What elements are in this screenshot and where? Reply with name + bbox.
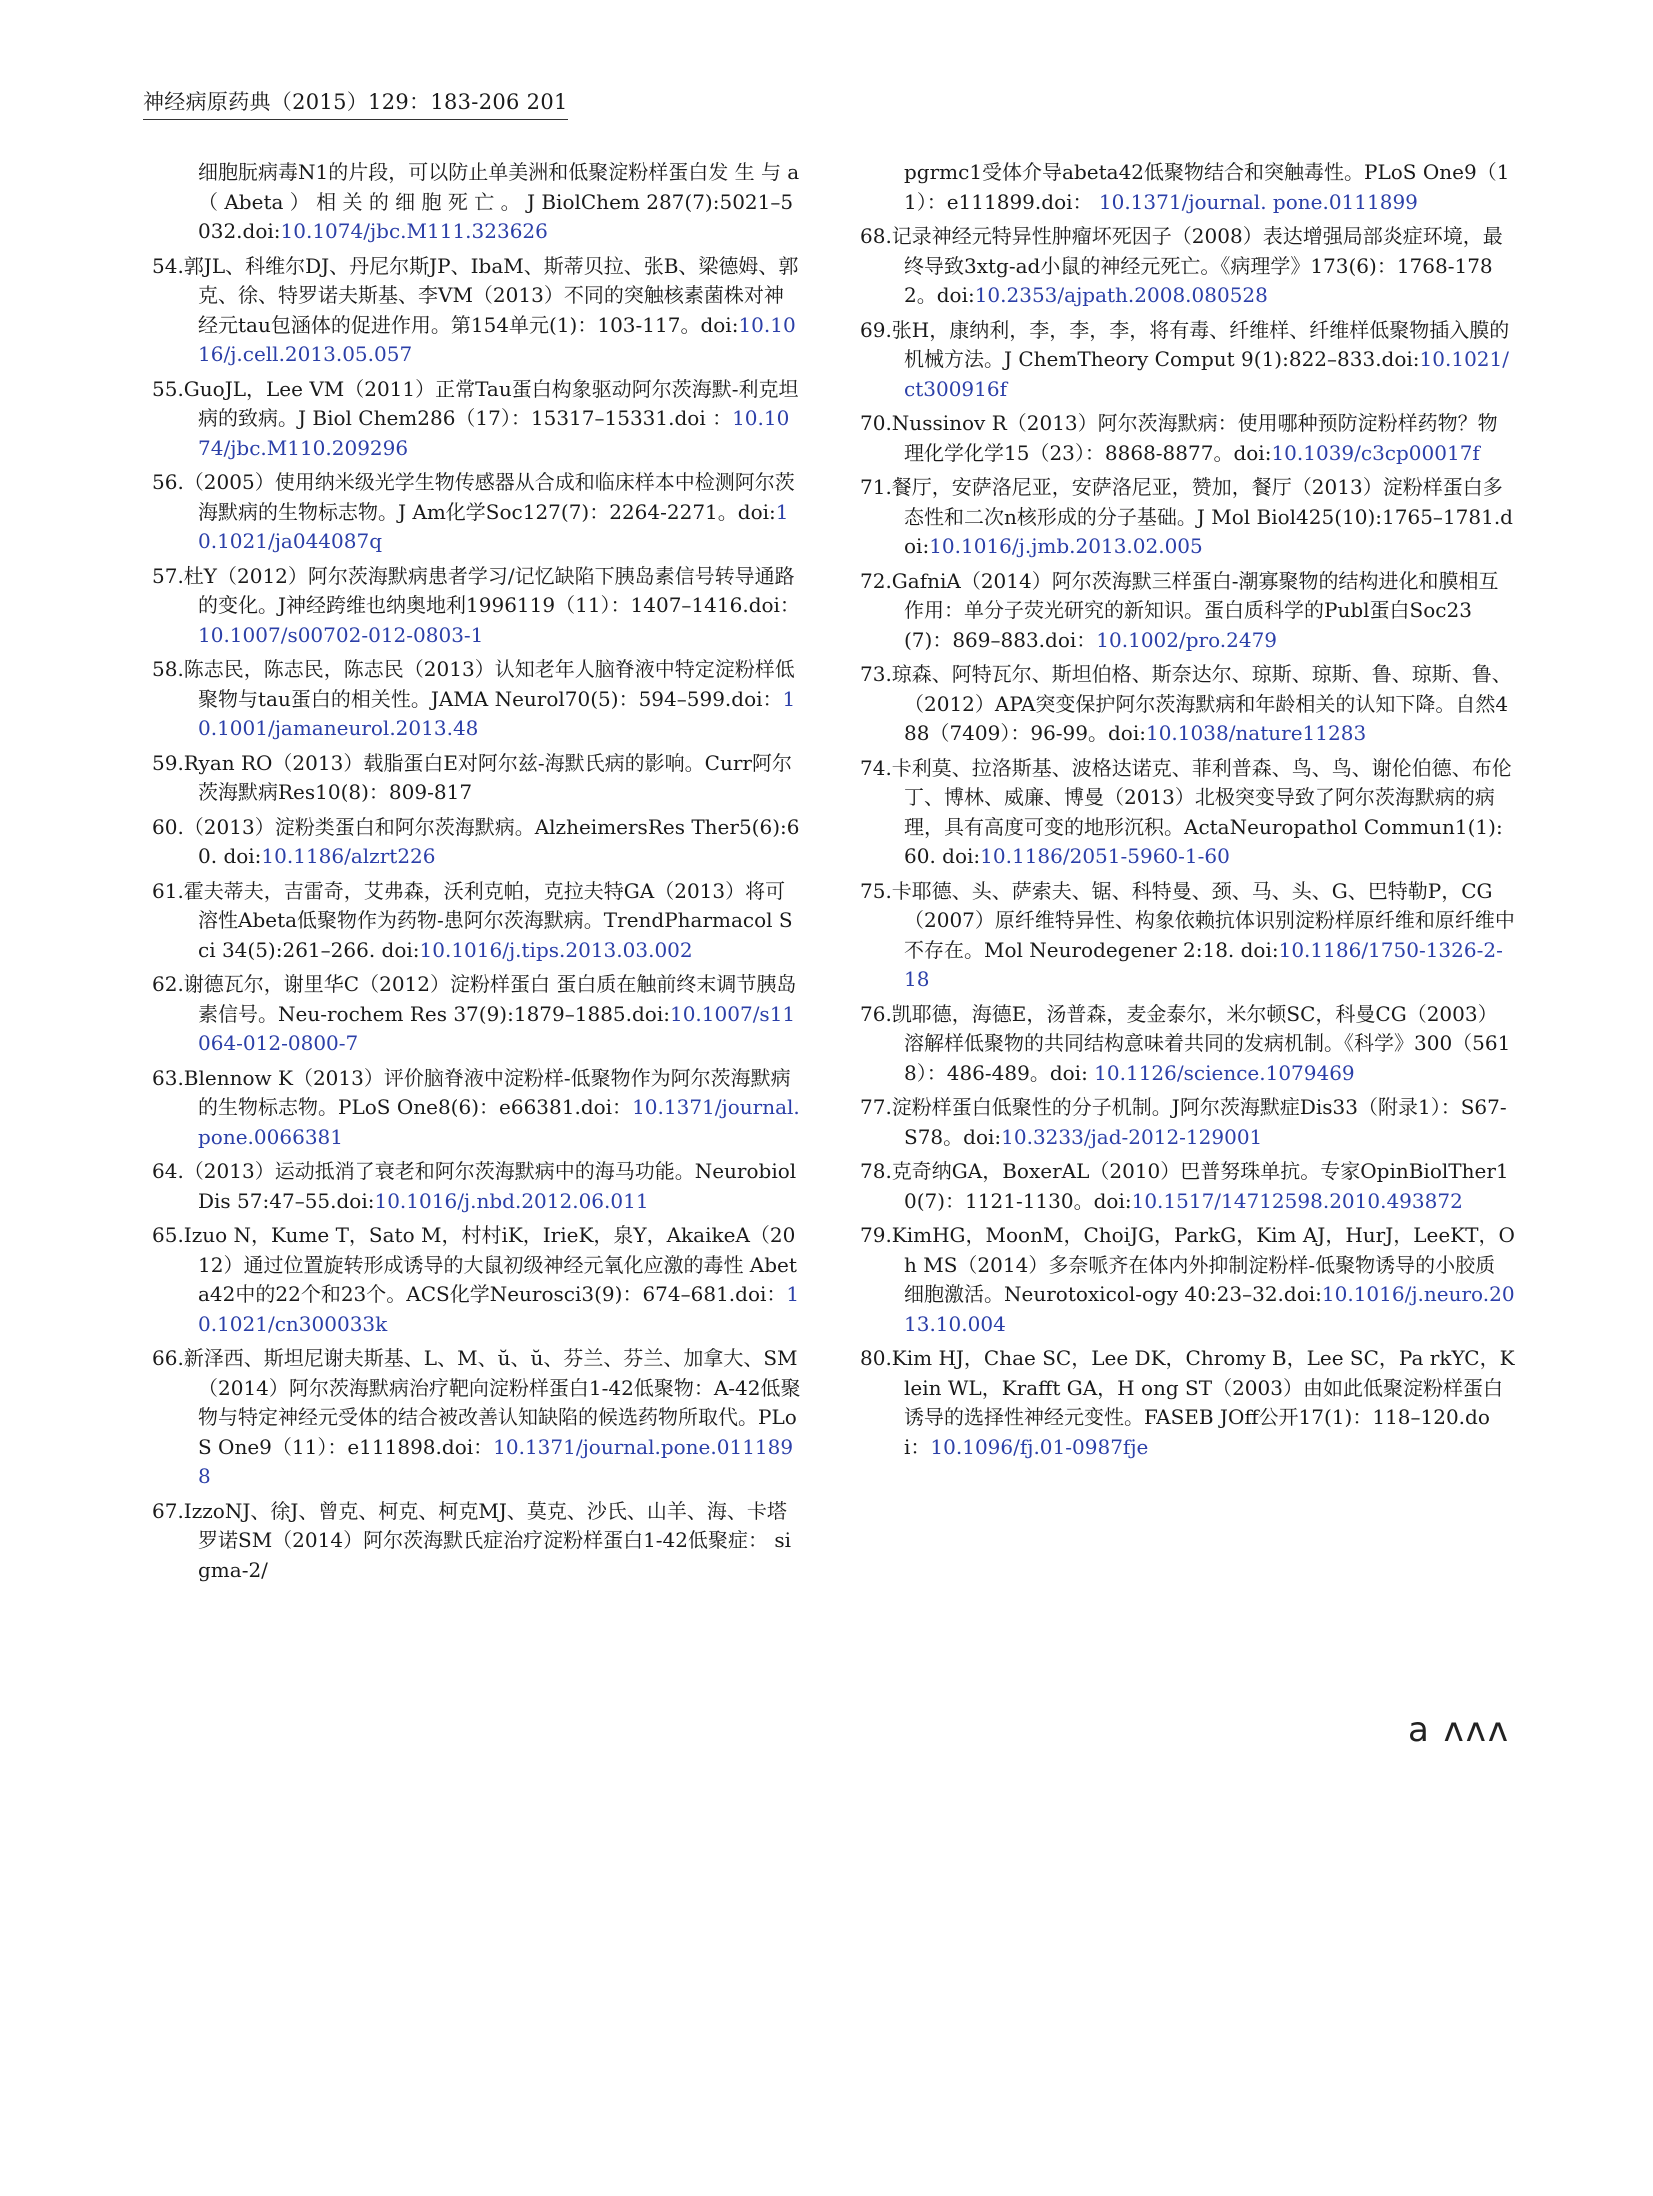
doi-link[interactable]: 10.1016/j.nbd.2012.06.011 — [374, 1188, 649, 1213]
reference-item: 69.张H，康纳利，李，李，李，将有毒、纤维样、纤维样低聚物插入膜的机械方法。J ChemTheory Comput 9(1):822–833.doi:10.1021/ct300916f — [860, 317, 1510, 401]
reference-item: 72.GafniA（2014）阿尔茨海默三样蛋白-潮寡聚物的结构进化和膜相互作用：单分子荧光研究的新知识。蛋白质科学的Publ蛋白Soc23(7)：869–883.doi：10.1002/pro.2479 — [860, 568, 1499, 652]
doi-link[interactable]: 10.1096/fj.01-0987fje — [930, 1434, 1149, 1459]
reference-item: 63.Blennow K（2013）评价脑脊液中淀粉样-低聚物作为阿尔茨海默病的生物标志物。PLoS One8(6)：e66381.doi：10.1371/journal.pone.0066381 — [152, 1065, 800, 1149]
doi-link[interactable]: 10.1186/1750-1326-2-18 — [904, 937, 1503, 991]
doi-link[interactable]: 10.1007/s00702-012-0803-1 — [198, 622, 484, 647]
reference-item: 65.Izuo N，Kume T，Sato M，村村iK，IrieK，泉Y，AkaikeA（2012）通过位置旋转形成诱导的大鼠初级神经元氧化应激的毒性 Abeta42中的22个和23个。ACS化学Neurosci3(9)：674–681.doi：10.1021/cn300033k — [152, 1223, 800, 1336]
reference-item: 59.Ryan RO（2013）载脂蛋白E对阿尔兹-海默氏病的影响。Curr阿尔茨海默病Res10(8)：809-817 — [152, 750, 792, 804]
doi-link[interactable]: 10.1186/2051-5960-1-60 — [980, 844, 1230, 868]
doi-link[interactable]: 10.1371/journal. pone.0111899 — [1098, 189, 1418, 214]
reference-column-left — [152, 158, 802, 1590]
doi-link[interactable]: 10.1371/journal.pone.0066381 — [198, 1095, 800, 1149]
doi-link[interactable]: 10.1016/j.cell.2013.05.057 — [198, 312, 796, 366]
running-header: 神经病原药典（2015）129：183-206 201 — [143, 86, 568, 120]
reference-item: 55.GuoJL，Lee VM（2011）正常Tau蛋白构象驱动阿尔茨海默-利克坦病的致病。J Biol Chem286（17）：15317–15331.doi ：10.1074/jbc.M110.209296 — [152, 376, 799, 460]
reference-item: 76.凯耶德，海德E，汤普森，麦金泰尔，米尔顿SC，科曼CG（2003）溶解样低聚物的共同结构意味着共同的发病机制。《科学》300（5618）：486-489。doi: 10.1126/science.1079469 — [860, 1001, 1511, 1085]
reference-item: 78.克奇纳GA，BoxerAL（2010）巴普努珠单抗。专家OpinBiolTher10(7)：1121-1130。doi:10.1517/14712598.2010.493872 — [860, 1159, 1509, 1213]
reference-item: 67.IzzoNJ、徐J、曾克、柯克、柯克MJ、莫克、沙氏、山羊、海、卡塔罗诺SM（2014）阿尔茨海默氏症治疗淀粉样蛋白1-42低聚症： sigma-2/ — [152, 1498, 792, 1582]
doi-link[interactable]: 10.1016/j.neuro.2013.10.004 — [904, 1282, 1515, 1336]
doi-link[interactable]: 10.1016/j.tips.2013.03.002 — [419, 937, 693, 962]
reference-item: 79.KimHG，MoonM，ChoiJG，ParkG，Kim AJ，HurJ，LeeKT，Oh MS（2014）多奈哌齐在体内外抑制淀粉样-低聚物诱导的小胶质细胞激活。Neurotoxicol-ogy 40:23–32.doi:10.1016/j.neuro.2013.10.004 — [860, 1223, 1515, 1336]
doi-link[interactable]: 10.1186/alzrt226 — [261, 844, 436, 868]
doi-link[interactable]: 10.1021/cn300033k — [198, 1282, 800, 1336]
reference-item: 68.记录神经元特异性肿瘤坏死因子（2008）表达增强局部炎症环境，最终导致3xtg-ad小鼠的神经元死亡。《病理学》173(6)：1768-1782。doi:10.2353/ajpath.2008.080528 — [860, 224, 1503, 307]
doi-link[interactable]: 10.1039/c3cp00017f — [1271, 440, 1480, 465]
doi-link[interactable]: 10.1371/journal.pone.0111898 — [198, 1434, 794, 1488]
reference-item: 71.餐厅，安萨洛尼亚，安萨洛尼亚，赞加，餐厅（2013）淀粉样蛋白多态性和二次n核形成的分子基础。J Mol Biol425(10):1765–1781.doi:10.1016/j.jmb.2013.02.005 — [860, 475, 1513, 558]
reference-item: 73.琼森、阿特瓦尔、斯坦伯格、斯奈达尔、琼斯、琼斯、鲁、琼斯、鲁、（2012）APA突变保护阿尔茨海默病和年龄相关的认知下降。自然488（7409）：96-99。doi:10.1038/nature11283 — [860, 662, 1512, 745]
reference-item: 75.卡耶德、头、萨索夫、锯、科特曼、颈、马、头、G、巴特勒P，CG（2007）原纤维特异性、构象依赖抗体识别淀粉样原纤维和原纤维中不存在。Mol Neurodegener 2:18. doi:10.1186/1750-1326-2-18 — [860, 878, 1515, 991]
reference-item: 57.杜Y（2012）阿尔茨海默病患者学习/记忆缺陷下胰岛素信号转导通路的变化。J神经跨维也纳奥地利1996119（11）：1407–1416.doi： 10.1007/s00702-012-0803-1 — [152, 563, 800, 647]
reference-item: 细胞朊病毒N1的片段，可以防止单美洲和低聚淀粉样蛋白发 生 与 a （ Abeta ） 相 关 的 细 胞 死 亡 。 J BiolChem 287(7):5021–5032.doi:10.1074/jbc.M111.323626 — [198, 160, 800, 243]
doi-link[interactable]: 10.1007/s11064-012-0800-7 — [198, 1001, 796, 1055]
doi-link[interactable]: 10.1038/nature11283 — [1145, 721, 1367, 745]
reference-column-right — [860, 158, 1515, 1467]
doi-link[interactable]: 10.1001/jamaneurol.2013.48 — [198, 686, 796, 740]
doi-link[interactable]: 10.1517/14712598.2010.493872 — [1131, 1188, 1463, 1213]
doi-link[interactable]: 10.1126/science.1079469 — [1094, 1060, 1355, 1085]
reference-item: 54.郭JL、科维尔DJ、丹尼尔斯JP、IbaM、斯蒂贝拉、张B、梁德姆、郭克、徐、特罗诺夫斯基、李VM（2013）不同的突触核素菌株对神经元tau包涵体的促进作用。第154单元(1)：103-117。doi:10.1016/j.cell.2013.05.057 — [152, 253, 799, 366]
reference-item: 74.卡利莫、拉洛斯基、波格达诺克、菲利普森、鸟、鸟、谢伦伯德、布伦丁、博林、威廉、博曼（2013）北极突变导致了阿尔茨海默病的病理，具有高度可变的地形沉积。ActaNeuropathol Commun1(1):60. doi:10.1186/2051-5960-1-60 — [860, 755, 1512, 868]
doi-link[interactable]: 10.2353/ajpath.2008.080528 — [974, 283, 1268, 307]
reference-item: pgrmc1受体介导abeta42低聚物结合和突触毒性。PLoS One9（11）：e111899.doi： 10.1371/journal. pone.0111899 — [904, 160, 1510, 214]
reference-item: 58.陈志民，陈志民，陈志民（2013）认知老年人脑脊液中特定淀粉样低聚物与tau蛋白的相关性。JAMA Neurol70(5)：594–599.doi：10.1001/jamaneurol.2013.48 — [152, 657, 796, 740]
reference-item: 77.淀粉样蛋白低聚性的分子机制。J阿尔茨海默症Dis33（附录1）：S67-S78。doi:10.3233/jad-2012-129001 — [860, 1095, 1507, 1149]
reference-item: 61.霍夫蒂夫，吉雷奇，艾弗森，沃利克帕，克拉夫特GA（2013）将可溶性Abeta低聚物作为药物-患阿尔茨海默病。TrendPharmacol Sci 34(5):261–266. doi:10.1016/j.tips.2013.03.002 — [152, 878, 793, 962]
doi-link[interactable]: 10.1021/ja044087q — [198, 499, 789, 553]
reference-item: 80.Kim HJ，Chae SC，Lee DK，Chromy B，Lee SC，Pa rkYC，Klein WL，Krafft GA，H ong ST（2003）由如此低聚淀粉样蛋白诱导的选择性神经元变性。FASEB JOff公开17(1)：118–120.doi：10.1096/fj.01-0987fje — [860, 1346, 1515, 1459]
doi-link[interactable]: 10.1016/j.jmb.2013.02.005 — [929, 534, 1203, 558]
doi-link[interactable]: 10.1074/jbc.M111.323626 — [280, 219, 548, 243]
corner-watermark: a ʌʌʌ — [1408, 1710, 1511, 1750]
reference-item: 64.（2013）运动抵消了衰老和阿尔茨海默病中的海马功能。Neurobiol Dis 57:47–55.doi:10.1016/j.nbd.2012.06.011 — [152, 1159, 797, 1213]
reference-item: 62.谢德瓦尔，谢里华C（2012）淀粉样蛋白 蛋白质在触前终末调节胰岛素信号。Neu-rochem Res 37(9):1879–1885.doi:10.1007/s11064-012-0800-7 — [152, 972, 797, 1055]
doi-link[interactable]: 10.1074/jbc.M110.209296 — [198, 406, 790, 460]
reference-item: 70.Nussinov R（2013）阿尔茨海默病：使用哪种预防淀粉样药物？物理化学化学15（23）：8868-8877。doi:10.1039/c3cp00017f — [860, 411, 1498, 465]
reference-item: 56.（2005）使用纳米级光学生物传感器从合成和临床样本中检测阿尔茨海默病的生物标志物。J Am化学Soc127(7)：2264-2271。doi:10.1021/ja044087q — [152, 470, 795, 553]
doi-link[interactable]: 10.1021/ct300916f — [904, 347, 1509, 401]
doi-link[interactable]: 10.3233/jad-2012-129001 — [1001, 1124, 1263, 1149]
doi-link[interactable]: 10.1002/pro.2479 — [1096, 627, 1278, 652]
reference-item: 60.（2013）淀粉类蛋白和阿尔茨海默病。AlzheimersRes Ther5(6):60. doi:10.1186/alzrt226 — [152, 814, 800, 868]
reference-item: 66.新泽西、斯坦尼谢夫斯基、L、M、ŭ、ŭ、芬兰、芬兰、加拿大、SM（2014）阿尔茨海默病治疗靶向淀粉样蛋白1-42低聚物：A-42低聚物与特定神经元受体的结合被改善认知缺陷的候选药物所取代。PLoS One9（11）：e111898.doi：10.1371/journal.pone.0111898 — [152, 1346, 801, 1488]
